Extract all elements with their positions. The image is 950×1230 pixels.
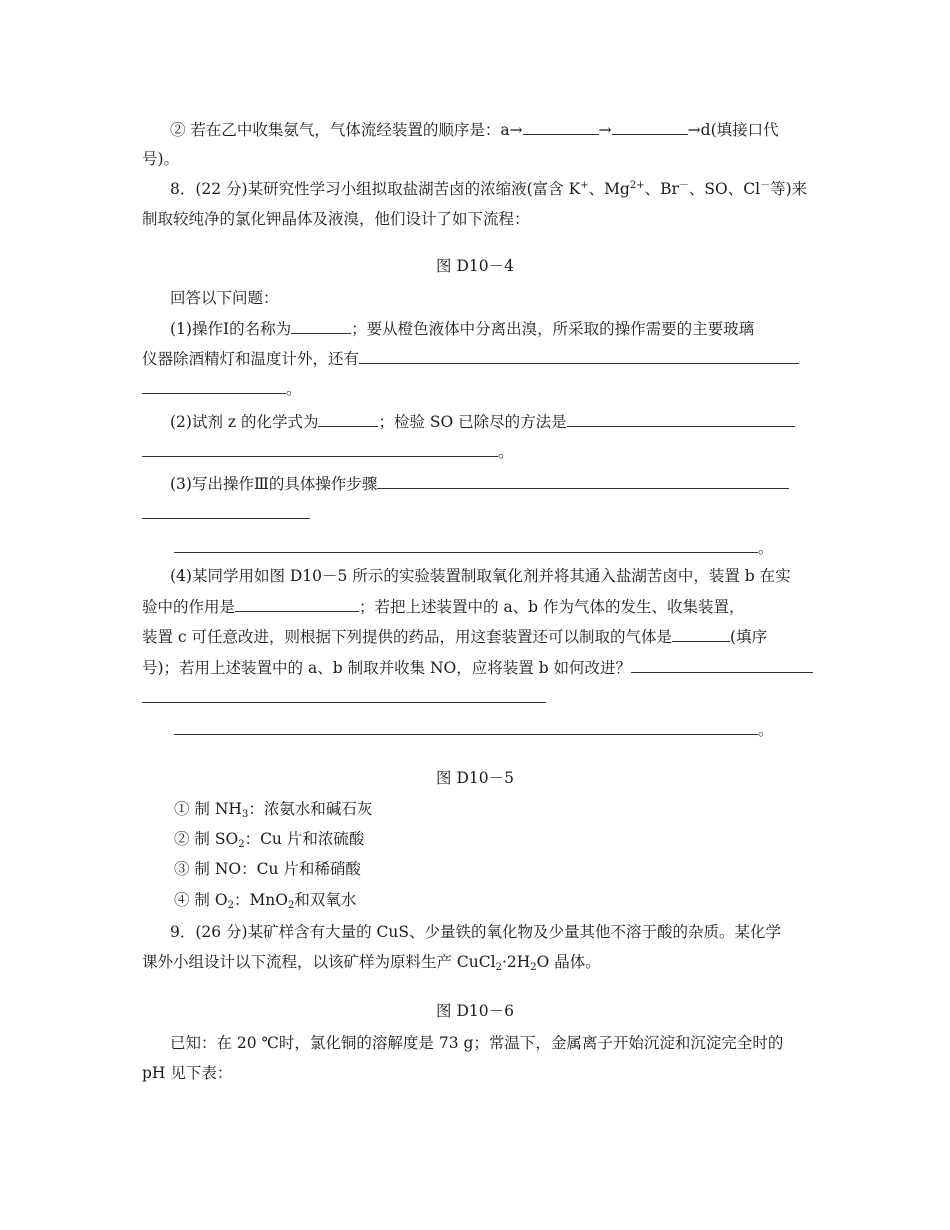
figure-caption: 图 D10－4	[436, 257, 514, 275]
answer-blank[interactable]	[142, 686, 546, 703]
answer-blank[interactable]	[567, 410, 795, 427]
q8-part4-line1: (4)某同学用如图 D10－5 所示的实验装置制取氧化剂并将其通入盐湖苦卤中，装置 b 在实	[170, 567, 791, 585]
answer-blank[interactable]	[291, 317, 351, 334]
q8-part3-line2	[142, 502, 310, 525]
option-3: ③ 制 NO：Cu 片和稀硝酸	[174, 860, 361, 878]
option-4: ④ 制 $O_2$：MnO$_2$和双氧水	[174, 891, 357, 911]
q8-part3-line1: (3)写出操作Ⅲ的具体操作步骤	[170, 472, 789, 495]
q8-part4-line3: 装置 c 可任意改进，则根据下列提供的药品，用这套装置还可以制取的气体是 (填序	[142, 625, 767, 648]
q8-part4-line6: 。	[174, 718, 774, 741]
q9-known-line2: pH 见下表：	[142, 1064, 233, 1082]
q9-intro-line1: 9．(26 分)某矿样含有大量的 CuS、少量铁的氧化物及少量其他不溶于酸的杂质。某化学	[170, 923, 781, 941]
answer-blank[interactable]	[377, 472, 789, 489]
q8-part1-line2: 仪器除酒精灯和温度计外，还有	[142, 347, 799, 370]
q8-part2-line1: (2)试剂 z 的化学式为 ；检验 SO 已除尽的方法是	[170, 410, 795, 433]
figure-caption: 图 D10－6	[436, 1002, 514, 1020]
answer-blank[interactable]	[612, 118, 688, 135]
answer-blank[interactable]	[174, 536, 758, 553]
q7-2-line1: ② 若在乙中收集氨气，气体流经装置的顺序是：a→ → →d(填接口代	[170, 118, 779, 141]
q8-part4-line5	[142, 686, 546, 709]
answer-blank[interactable]	[142, 377, 286, 394]
option-1: ① 制 $NH_3$：浓氨水和碱石灰	[174, 800, 373, 820]
answer-blank[interactable]	[631, 656, 813, 673]
q8-part1-line1: (1)操作Ⅰ的名称为 ；要从橙色液体中分离出溴，所采取的操作需要的主要玻璃	[170, 317, 754, 340]
q9-intro-line2: 课外小组设计以下流程，以该矿样为原料生产 $CuCl_2\cdot 2H_2O$ 晶体。	[142, 953, 601, 973]
option-2: ② 制 $SO_2$：Cu 片和浓硫酸	[174, 830, 365, 850]
q8-part1-line3: 。	[142, 377, 302, 400]
answer-blank[interactable]	[523, 118, 599, 135]
q7-2-line2: 号)。	[142, 150, 180, 168]
q8-intro-line2: 制取较纯净的氯化钾晶体及液溴，他们设计了如下流程：	[142, 210, 530, 228]
answer-blank[interactable]	[672, 625, 730, 642]
q8-part3-line3: 。	[174, 536, 774, 559]
answer-blank[interactable]	[318, 410, 378, 427]
answer-prompt: 回答以下问题：	[170, 289, 279, 307]
q9-known-line1: 已知：在 20 ℃时，氯化铜的溶解度是 73 g；常温下，金属离子开始沉淀和沉淀完全时的	[170, 1034, 784, 1052]
q8-intro-line1: 8．(22 分)某研究性学习小组拟取盐湖苦卤的浓缩液(富含 K+、$Mg^{2+}$、Br－、SO、Cl－等)来	[170, 180, 808, 198]
answer-blank[interactable]	[174, 718, 758, 735]
q8-part4-line2: 验中的作用是 ；若把上述装置中的 a、b 作为气体的发生、收集装置，	[142, 595, 745, 618]
q8-part4-line4: 号)；若用上述装置中的 a、b 制取并收集 NO，应将装置 b 如何改进？	[142, 656, 813, 679]
answer-blank[interactable]	[142, 440, 498, 457]
figure-caption: 图 D10－5	[436, 769, 514, 787]
q8-part2-line2: 。	[142, 440, 514, 463]
answer-blank[interactable]	[142, 502, 310, 519]
answer-blank[interactable]	[359, 347, 799, 364]
answer-blank[interactable]	[235, 595, 359, 612]
